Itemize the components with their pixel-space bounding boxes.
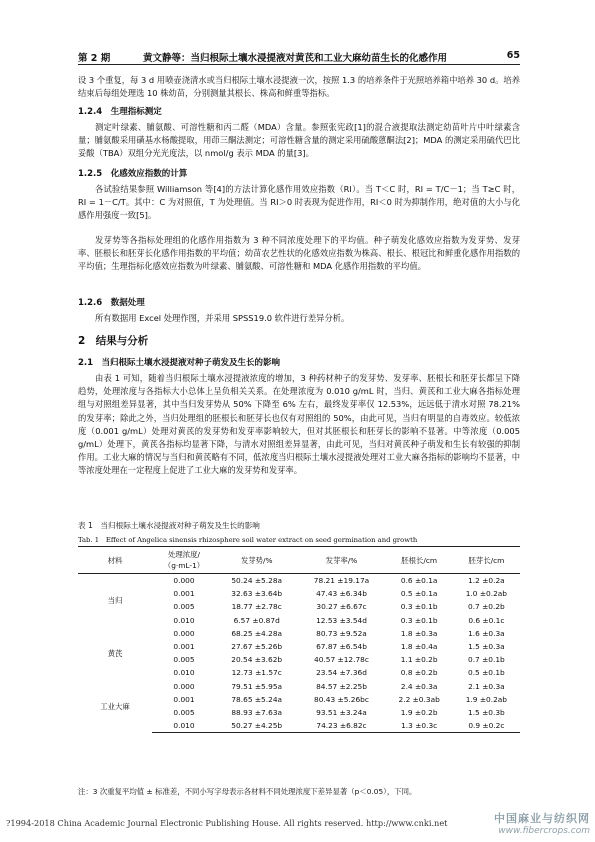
- heading-1-2-5: 1.2.5 化感效应指数的计算: [78, 169, 188, 179]
- table-note: 注：3 次重复平均值 ± 标准差，不同小写字母表示各材料不同处理浓度下差异显著（p＜0.05），下同。: [78, 787, 417, 796]
- issue-number: 第 2 期: [78, 53, 111, 64]
- concentration-cell: 0.001: [173, 589, 195, 599]
- value-cell: 1.5 ±0.3a: [468, 642, 505, 652]
- material-cell: 当归: [107, 595, 123, 605]
- value-cell: 79.51 ±5.95a: [231, 681, 283, 691]
- value-cell: 40.57 ±12.78c: [314, 655, 369, 665]
- value-cell: 12.53 ±3.54d: [316, 615, 367, 625]
- value-cell: 23.54 ±7.36d: [316, 668, 367, 678]
- table-1: [78, 546, 520, 733]
- col-concentration-line1: 处理浓度/: [167, 550, 201, 559]
- table-caption-cn: 表 1 当归根际土壤水浸提液对种子萌发及生长的影响: [78, 521, 260, 530]
- concentration-cell: 0.005: [173, 707, 195, 717]
- value-cell: 80.73 ±9.52a: [316, 628, 367, 638]
- concentration-cell: 0.000: [173, 628, 195, 638]
- col-germination-energy: 发芽势/%: [216, 547, 297, 574]
- value-cell: 50.24 ±5.28a: [231, 576, 283, 586]
- value-cell: 2.4 ±0.3a: [400, 681, 438, 691]
- value-cell: 88.93 ±7.63a: [231, 707, 283, 717]
- header-rule: [78, 64, 520, 65]
- paragraph-intro: 设 3 个重复，每 3 d 用喷壶浇清水或当归根际土壤水浸提液一次，按照 1.3 的培养条件于光照培养箱中培养 30 d。培养结束后每组处理选 10 株幼苗，分别测量其根长、株高和鲜重等指标。: [78, 75, 520, 99]
- value-cell: 18.77 ±2.78c: [231, 602, 282, 612]
- table-body: [78, 574, 520, 733]
- col-plumule-length: 胚芽长/cm: [453, 547, 520, 574]
- col-radicle-length: 胚根长/cm: [386, 547, 453, 574]
- value-cell: 2.2 ±0.3ab: [398, 694, 440, 704]
- value-cell: 0.7 ±0.1b: [468, 655, 505, 665]
- running-title: 黄文静等：当归根际土壤水浸提液对黄芪和工业大麻幼苗生长的化感作用: [143, 53, 448, 64]
- value-cell: 0.7 ±0.2b: [468, 602, 505, 612]
- value-cell: 32.63 ±3.64b: [231, 589, 283, 599]
- value-cell: 1.9 ±0.2b: [400, 707, 438, 717]
- value-cell: 80.43 ±5.26bc: [314, 694, 369, 704]
- table-row: [78, 627, 520, 640]
- heading-section-2: 2 结果与分析: [78, 335, 149, 347]
- value-cell: 1.3 ±0.3c: [386, 719, 453, 733]
- col-concentration: [152, 547, 216, 574]
- concentration-cell: 0.001: [173, 694, 195, 704]
- paragraph-1-2-6: 所有数据用 Excel 处理作图，并采用 SPSS19.0 软件进行差异分析。: [95, 313, 350, 323]
- value-cell: 67.87 ±6.54b: [316, 642, 367, 652]
- value-cell: 1.9 ±0.2ab: [465, 694, 508, 704]
- value-cell: 0.6 ±0.1c: [468, 615, 505, 625]
- site-watermark: [458, 810, 590, 836]
- paragraph-2-1: 由表 1 可知，随着当归根际土壤水浸提液浓度的增加，3 种药材种子的发芽势、发芽率、胚根长和胚芽长都呈下降趋势，处理浓度与各指标大小总体上呈负相关关系。在处理浓度为 0.010 g/mL 时，当归、黄芪和工业大麻各指标处理组与对照组差异显著，其中当归发芽势从 50% 下降至 6% 左右，最终发芽率仅 12.53%，远远低于清水对照 78.21% 的发芽率；除此之外，当归处理组的胚根长和胚芽长也仅有对照组的 50%，由此可见，当归有明显的自毒效应。较低浓度（0.001 g/mL）处理对黄芪的发芽势和发芽率影响较大，但对其胚根长和胚芽长的影响不显著。中等浓度（0.005 g/mL）处理下，黄芪各指标均显著下降，与清水对照组差异显著，由此可见，当归对黄芪种子萌发和生长有较强的抑制作用。工业大麻的情况与当归和黄芪略有不同，低浓度当归根际土壤水浸提液处理对工业大麻各指标的影响均不显著，中等浓度处理在一定程度上促进了工业大麻的发芽势和发芽率。: [78, 373, 520, 476]
- paragraph-1-2-5a: 各试验结果参照 Williamson 等[4]的方法计算化感作用效应指数（RI）。当 T＜C 时，RI = T/C－1；当 T≥C 时，RI = 1－C/T。其中：C 为对照值，T 为处理值。当 RI＞0 时表现为促进作用，RI＜0 时为抑制作用，绝对值的大小与化感作用强度一致[5]。: [78, 184, 520, 221]
- value-cell: 6.57 ±0.87d: [233, 615, 280, 625]
- concentration-cell: 0.010: [173, 615, 195, 625]
- value-cell: 0.3 ±0.1b: [400, 602, 438, 612]
- table-row: [78, 680, 520, 693]
- copyright-footer: ?1994-2018 China Academic Journal Electronic Publishing House. All rights reserved. http://www.cnki.net: [6, 818, 448, 828]
- concentration-cell: 0.000: [173, 576, 195, 586]
- value-cell: 47.43 ±6.34b: [316, 589, 367, 599]
- value-cell: 0.9 ±0.2c: [453, 719, 520, 733]
- col-material: 材料: [78, 547, 152, 574]
- value-cell: 68.25 ±4.28a: [231, 628, 283, 638]
- value-cell: 1.8 ±0.3a: [400, 628, 438, 638]
- value-cell: 0.8 ±0.2b: [400, 668, 438, 678]
- paragraph-1-2-4: 测定叶绿素、脯氨酸、可溶性糖和丙二醛（MDA）含量。参照张宪政[1]的混合液提取法测定幼苗叶片中叶绿素含量；脯氨酸采用磺基水杨酸提取，用茚三酮法测定；可溶性糖含量的测定采用硫酸蒽酮法[2]；MDA 的测定采用硫代巴比妥酸（TBA）双组分光光度法，以 nmol/g 表示 MDA 的量[3]。: [78, 122, 520, 159]
- value-cell: 93.51 ±3.24a: [316, 707, 367, 717]
- table-caption-en: Tab. 1 Effect of Angelica sinensis rhizosphere soil water extract on seed germination and growth: [78, 536, 418, 544]
- value-cell: 1.2 ±0.2a: [468, 576, 505, 586]
- value-cell: 20.54 ±3.62b: [231, 655, 283, 665]
- value-cell: 50.27 ±4.25b: [216, 719, 297, 733]
- value-cell: 1.5 ±0.3b: [468, 707, 505, 717]
- value-cell: 84.57 ±2.25b: [316, 681, 367, 691]
- paragraph-1-2-5b: 发芽势等各指标处理组的化感作用指数为 3 种不同浓度处理下的平均值。种子萌发化感效应指数为发芽势、发芽率、胚根长和胚芽长化感作用指数的平均值；幼苗农艺性状的化感效应指数为株高、根长、根冠比和鲜重化感作用指数的平均值；生理指标化感效应指数为叶绿素、脯氨酸、可溶性糖和 MDA 化感作用指数的平均值。: [78, 235, 520, 272]
- concentration-cell: 0.005: [173, 655, 195, 665]
- concentration-cell: 0.010: [173, 668, 195, 678]
- value-cell: 30.27 ±6.67c: [316, 602, 367, 612]
- value-cell: 27.67 ±5.26b: [231, 642, 283, 652]
- concentration-cell: 0.001: [173, 642, 195, 652]
- value-cell: 0.6 ±0.1a: [400, 576, 438, 586]
- concentration-cell: 0.005: [173, 602, 195, 612]
- heading-1-2-6: 1.2.6 数据处理: [78, 298, 145, 308]
- col-germination-rate: 发芽率/%: [297, 547, 385, 574]
- watermark-title: 中国麻业与纺织网: [494, 812, 590, 825]
- watermark-url: www.fibercrops.com: [498, 826, 590, 836]
- value-cell: 0.3 ±0.1b: [400, 615, 438, 625]
- heading-1-2-4: 1.2.4 生理指标测定: [78, 107, 162, 117]
- value-cell: 1.8 ±0.4a: [400, 642, 438, 652]
- value-cell: 78.21 ±19.17a: [313, 576, 370, 586]
- value-cell: 0.5 ±0.1a: [400, 589, 438, 599]
- concentration-cell: 0.000: [173, 681, 195, 691]
- col-concentration-line2: （g·mL-1）: [163, 561, 205, 570]
- concentration-cell: 0.010: [152, 719, 216, 733]
- value-cell: 1.1 ±0.2b: [400, 655, 438, 665]
- table-row: [78, 574, 520, 588]
- material-cell: 工业大麻: [100, 701, 130, 711]
- value-cell: 12.73 ±1.57c: [231, 668, 282, 678]
- material-cell: 黄芪: [107, 648, 123, 658]
- value-cell: 2.1 ±0.3a: [468, 681, 505, 691]
- value-cell: 1.0 ±0.2ab: [465, 589, 508, 599]
- page-number: 65: [506, 50, 520, 61]
- value-cell: 0.5 ±0.1b: [468, 668, 505, 678]
- value-cell: 78.65 ±5.24a: [231, 694, 283, 704]
- value-cell: 74.23 ±6.82c: [297, 719, 385, 733]
- heading-2-1: 2.1 当归根际土壤水浸提液对种子萌发及生长的影响: [78, 358, 281, 368]
- table-header-row: [78, 547, 520, 574]
- value-cell: 1.6 ±0.3a: [468, 628, 505, 638]
